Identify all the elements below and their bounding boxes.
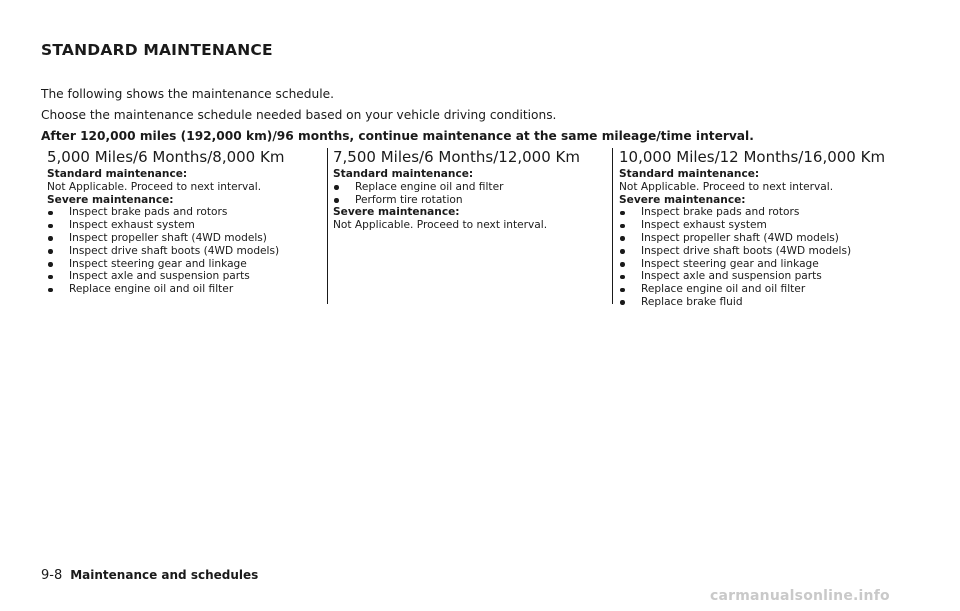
bullet-icon bbox=[48, 224, 53, 229]
bullet-icon bbox=[48, 249, 53, 254]
standard-maintenance-list bbox=[333, 181, 603, 207]
list-item: Inspect exhaust system bbox=[619, 219, 919, 232]
column-heading: 10,000 Miles/12 Months/16,000 Km bbox=[619, 148, 886, 166]
bullet-icon bbox=[620, 275, 625, 280]
page-title: STANDARD MAINTENANCE bbox=[41, 41, 273, 59]
column-divider bbox=[612, 148, 613, 304]
section-name: Maintenance and schedules bbox=[70, 568, 259, 582]
bullet-icon bbox=[620, 236, 625, 241]
bullet-icon bbox=[620, 300, 625, 305]
list-item: Inspect axle and suspension parts bbox=[619, 270, 919, 283]
standard-maintenance-label: Standard maintenance: bbox=[333, 168, 474, 180]
bullet-icon bbox=[620, 262, 625, 267]
severe-maintenance-label: Severe maintenance: bbox=[47, 193, 174, 206]
page-number: 9-8 bbox=[41, 568, 63, 583]
list-item: Replace brake fluid bbox=[619, 296, 919, 309]
column-divider bbox=[327, 148, 328, 304]
severe-maintenance-label: Severe maintenance: bbox=[619, 193, 746, 206]
schedule-column-7500 bbox=[333, 147, 603, 232]
intro-line-3: After 120,000 miles (192,000 km)/96 months, continue maintenance at the same mileage/time interval. bbox=[41, 129, 754, 143]
severe-maintenance-label: Severe maintenance: bbox=[333, 206, 460, 219]
bullet-icon bbox=[48, 236, 53, 241]
standard-maintenance-label: Standard maintenance: bbox=[619, 168, 760, 180]
severe-maintenance-text: Not Applicable. Proceed to next interval. bbox=[333, 219, 548, 232]
column-heading: 7,500 Miles/6 Months/12,000 Km bbox=[333, 148, 580, 166]
list-item: Inspect brake pads and rotors bbox=[47, 206, 317, 219]
intro-line-1: The following shows the maintenance schedule. bbox=[41, 87, 335, 101]
intro-line-2: Choose the maintenance schedule needed based on your vehicle driving conditions. bbox=[41, 108, 557, 122]
list-item: Inspect propeller shaft (4WD models) bbox=[47, 232, 317, 245]
list-item: Replace engine oil and filter bbox=[333, 181, 603, 194]
list-item: Replace engine oil and oil filter bbox=[619, 283, 919, 296]
standard-maintenance-text: Not Applicable. Proceed to next interval. bbox=[619, 180, 834, 193]
list-item: Inspect steering gear and linkage bbox=[619, 258, 919, 271]
list-item: Inspect propeller shaft (4WD models) bbox=[619, 232, 919, 245]
severe-maintenance-list bbox=[47, 206, 317, 296]
bullet-icon bbox=[48, 275, 53, 280]
bullet-icon bbox=[48, 211, 53, 216]
standard-maintenance-label: Standard maintenance: bbox=[47, 168, 188, 180]
bullet-icon bbox=[334, 198, 339, 203]
bullet-icon bbox=[620, 288, 625, 293]
bullet-icon bbox=[620, 249, 625, 254]
list-item: Inspect exhaust system bbox=[47, 219, 317, 232]
list-item: Replace engine oil and oil filter bbox=[47, 283, 317, 296]
bullet-icon bbox=[334, 185, 339, 190]
schedule-column-10000 bbox=[619, 147, 919, 309]
watermark: carmanualsonline.info bbox=[710, 588, 890, 604]
severe-maintenance-list bbox=[619, 206, 919, 308]
list-item: Inspect brake pads and rotors bbox=[619, 206, 919, 219]
schedule-column-5000 bbox=[47, 147, 317, 296]
intro bbox=[41, 86, 941, 149]
list-item: Inspect drive shaft boots (4WD models) bbox=[619, 245, 919, 258]
column-heading: 5,000 Miles/6 Months/8,000 Km bbox=[47, 148, 285, 166]
bullet-icon bbox=[620, 224, 625, 229]
list-item: Inspect axle and suspension parts bbox=[47, 270, 317, 283]
bullet-icon bbox=[48, 262, 53, 267]
list-item: Inspect steering gear and linkage bbox=[47, 258, 317, 271]
standard-maintenance-text: Not Applicable. Proceed to next interval. bbox=[47, 180, 262, 193]
list-item: Inspect drive shaft boots (4WD models) bbox=[47, 245, 317, 258]
page-footer bbox=[41, 568, 258, 583]
bullet-icon bbox=[48, 288, 53, 293]
list-item: Perform tire rotation bbox=[333, 194, 603, 207]
bullet-icon bbox=[620, 211, 625, 216]
